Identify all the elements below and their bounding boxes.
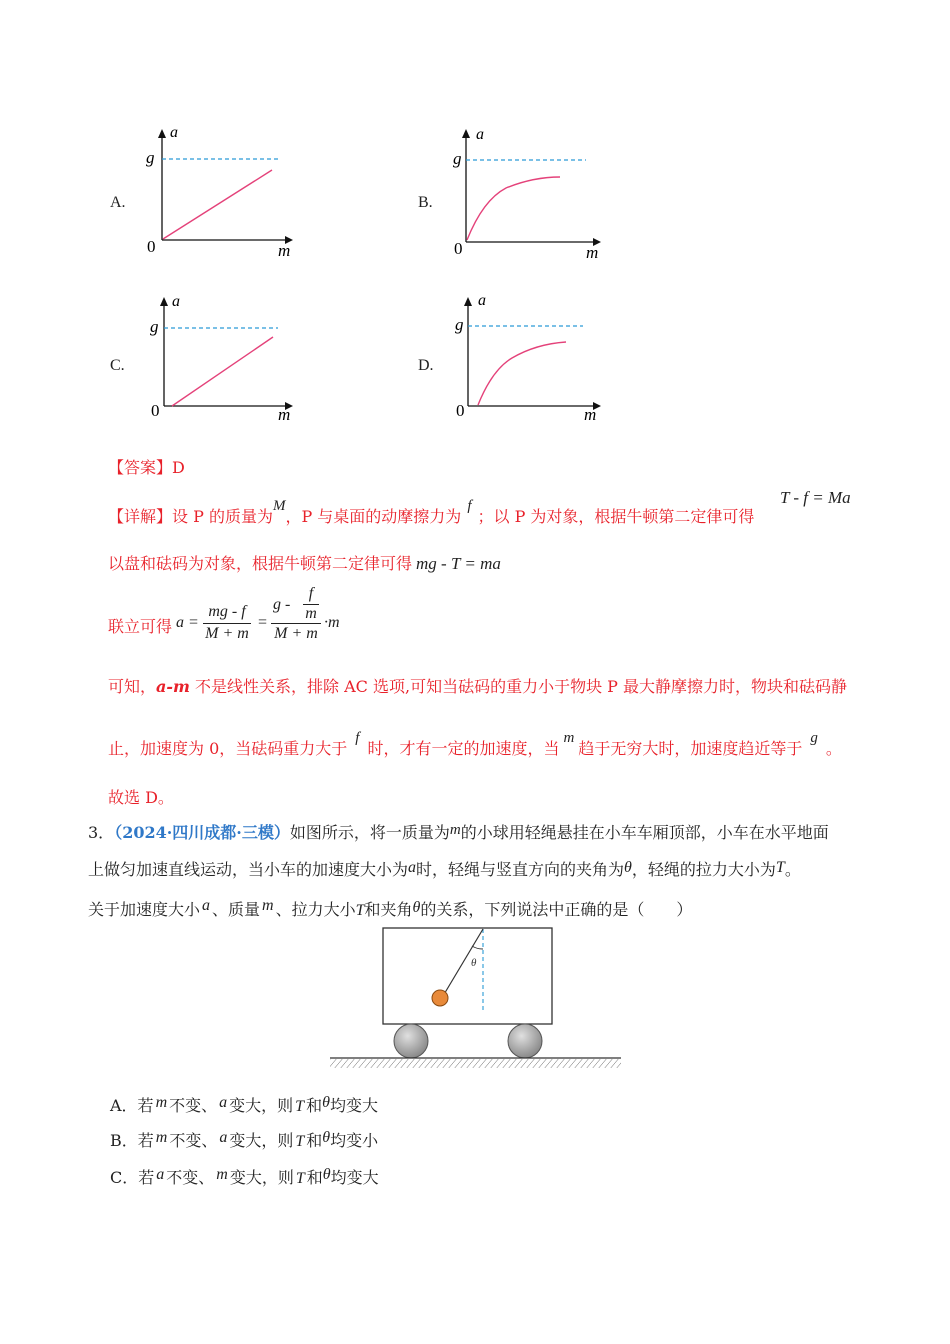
q3-line-1: [88, 820, 829, 843]
detail-text: 可知，: [108, 677, 157, 696]
cart-figure: [325, 922, 625, 1072]
graph-c-y-label: a: [172, 293, 180, 310]
detail-text: 。: [825, 739, 842, 758]
symbol: m: [155, 1129, 168, 1146]
detail-text: 趋于无穷大时，加速度趋近等于: [578, 739, 803, 758]
option-text: C．若: [110, 1168, 155, 1187]
detail-text: ；以 P 为对象，根据牛顿第二定律可得: [477, 507, 755, 526]
option-text: 和: [306, 1096, 323, 1115]
graph-b-y-label: a: [476, 126, 484, 143]
option-text: 均变大: [329, 1096, 378, 1115]
eq-num1: mg - f: [208, 603, 246, 620]
q3-line-3: [88, 897, 692, 920]
symbol: T: [295, 1170, 305, 1187]
option-text: 均变大: [330, 1168, 379, 1187]
symbol: a: [219, 1129, 228, 1146]
equation-p: T - f = Ma: [780, 488, 851, 507]
symbol-a: a: [202, 897, 211, 914]
graph-a: [140, 122, 300, 262]
eq-den2: M + m: [274, 625, 318, 642]
detail-line-1: [108, 498, 755, 527]
symbol-T: T: [355, 902, 365, 919]
detail-line-6: 故选 D。: [108, 788, 174, 807]
option-text: 和: [306, 1131, 323, 1150]
left-wheel: [394, 1024, 428, 1058]
graph-a-x-label: m: [278, 241, 291, 260]
symbol-M: M: [272, 498, 286, 514]
symbol: θ: [322, 1166, 331, 1183]
ground-hatch: [330, 1059, 621, 1068]
eq-a: a =: [176, 614, 199, 631]
graph-c-x-label: m: [278, 405, 291, 424]
eq-num2-m: m: [305, 605, 317, 622]
ball: [432, 990, 448, 1006]
symbol: θ: [322, 1129, 331, 1146]
symbol-m: m: [262, 897, 274, 914]
symbol: θ: [322, 1094, 330, 1111]
option-text: 变大，则: [229, 1168, 294, 1187]
q3-text: 的小球用轻绳悬挂在小车车厢顶部，小车在水平地面: [460, 823, 829, 842]
graph-a-g-label: g: [146, 148, 155, 167]
option-a-label: A.: [110, 194, 126, 211]
graph-b-origin: 0: [454, 239, 463, 258]
graph-d-y-label: a: [478, 292, 486, 309]
option-text: 不变、: [166, 1168, 215, 1187]
option-d-label: D.: [418, 357, 434, 374]
symbol-T: T: [775, 859, 785, 876]
option-c-label: C.: [110, 357, 125, 374]
graph-d: [448, 290, 608, 430]
detail-text: 以盘和砝码为对象，根据牛顿第二定律可得: [108, 554, 413, 573]
symbol-a-m: a-m: [156, 677, 190, 696]
eq-num2-f: f: [308, 585, 314, 602]
q3-text: 关于加速度大小: [88, 900, 201, 919]
detail-line-4: [108, 674, 847, 697]
cart-body: [383, 928, 552, 1024]
q3-text: 和夹角: [364, 900, 413, 919]
graph-c-origin: 0: [151, 401, 160, 420]
q3-text: 。: [784, 860, 801, 879]
symbol: m: [216, 1166, 228, 1183]
symbol-theta: θ: [412, 899, 421, 916]
q3-text: 时，轻绳与竖直方向的夹角为: [416, 860, 625, 879]
symbol-g: g: [810, 730, 818, 746]
symbol: T: [295, 1098, 305, 1115]
graph-a-y-label: a: [170, 124, 178, 141]
detail-text: 【详解】设 P 的质量为: [108, 507, 273, 526]
option-b-label: B.: [418, 194, 433, 211]
equation-weight: mg - T = ma: [416, 554, 501, 573]
q3-text: ，轻绳的拉力大小为: [631, 860, 776, 879]
angle-theta-label: θ: [471, 957, 477, 969]
graph-b: [448, 122, 608, 262]
eq-tail: ·m: [324, 614, 340, 631]
q3-option-c[interactable]: [110, 1165, 379, 1188]
detail-text: 止，加速度为 0，当砝码重力大于: [108, 739, 348, 758]
symbol-theta: θ: [624, 859, 632, 876]
graph-d-g-label: g: [455, 315, 464, 334]
q3-number: 3．: [88, 823, 115, 842]
q3-line-2: [88, 857, 801, 880]
right-wheel: [508, 1024, 542, 1058]
option-text: B．若: [110, 1131, 154, 1150]
symbol: T: [295, 1133, 305, 1150]
q3-option-a[interactable]: [110, 1093, 378, 1116]
graph-b-g-label: g: [453, 149, 462, 168]
q3-text: 、质量: [212, 900, 261, 919]
answer-line: 【答案】D: [108, 458, 185, 477]
detail-line-5: [108, 730, 842, 759]
fraction-equation: [176, 585, 356, 645]
graph-b-x-label: m: [586, 243, 599, 262]
q3-source: （2024·四川成都·三模）: [114, 823, 290, 842]
option-text: 不变、: [169, 1131, 218, 1150]
symbol-m: m: [449, 822, 461, 838]
symbol: m: [155, 1094, 168, 1111]
graph-d-origin: 0: [456, 401, 465, 420]
symbol-a: a: [408, 859, 417, 876]
symbol-f: f: [355, 730, 360, 746]
eq-equal: =: [258, 614, 268, 631]
option-text: 均变小: [330, 1131, 379, 1150]
option-text: 和: [306, 1168, 323, 1187]
q3-text: 如图所示，将一质量为: [289, 823, 450, 842]
graph-c-g-label: g: [150, 317, 159, 336]
symbol-m: m: [563, 730, 575, 746]
eq-num2-g: g -: [273, 596, 291, 613]
detail-text: ，P 与桌面的动摩擦力为: [285, 507, 462, 526]
q3-text: 的关系，下列说法中正确的是（ ）: [420, 900, 693, 919]
detail-text: 时，才有一定的加速度，当: [367, 739, 560, 758]
option-text: 变大，则: [229, 1131, 294, 1150]
detail-line-3-label: 联立可得: [108, 617, 173, 636]
symbol: a: [156, 1166, 165, 1183]
graph-a-origin: 0: [147, 237, 156, 256]
option-text: 不变、: [169, 1096, 218, 1115]
q3-text: 上做匀加速直线运动，当小车的加速度大小为: [88, 860, 409, 879]
graph-c: [140, 290, 300, 430]
symbol: a: [219, 1094, 228, 1111]
detail-text: 不是线性关系，排除 AC 选项,可知当砝码的重力小于物块 P 最大静摩擦力时，物块和砝码静: [189, 677, 848, 696]
q3-text: 、拉力大小: [275, 900, 356, 919]
symbol-f: f: [467, 498, 472, 514]
eq-den1: M + m: [205, 625, 249, 642]
graph-d-x-label: m: [584, 405, 597, 424]
option-text: A．若: [110, 1096, 154, 1115]
option-text: 变大，则: [229, 1096, 294, 1115]
detail-line-2: [108, 551, 501, 574]
q3-option-b[interactable]: [110, 1128, 378, 1151]
